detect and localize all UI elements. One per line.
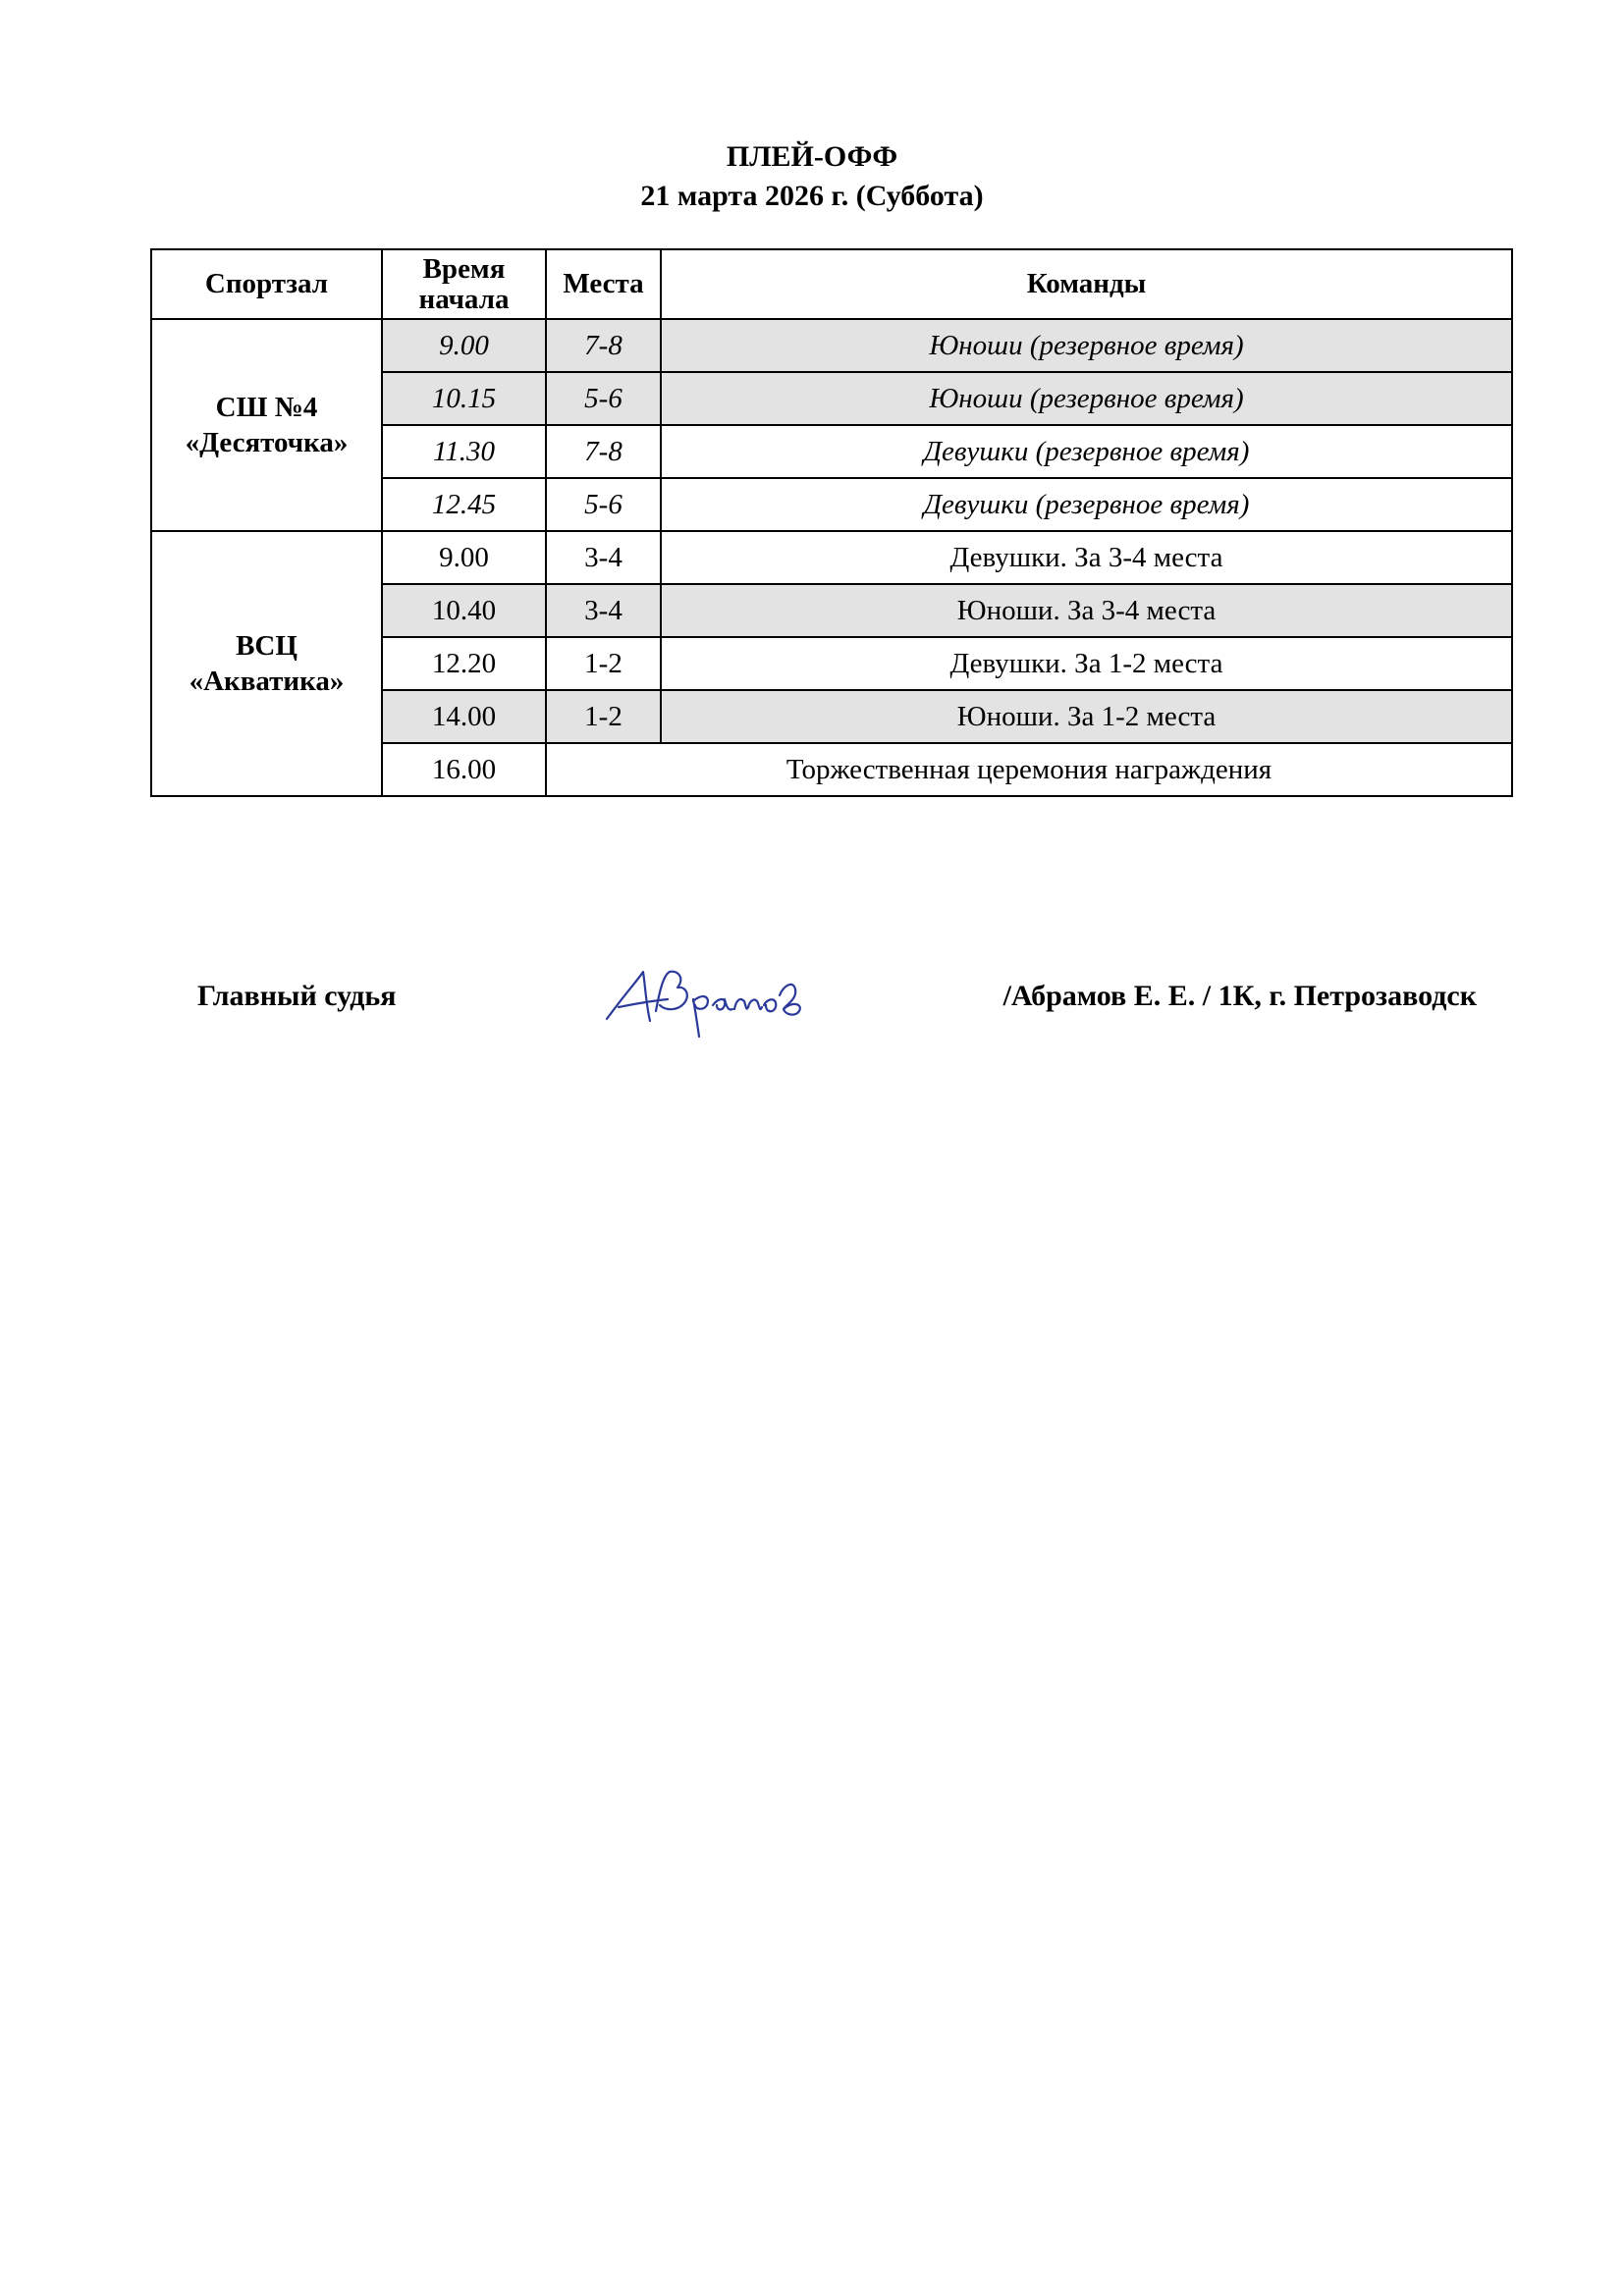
start-time-cell: 10.40: [382, 584, 546, 637]
column-header-start-time-text: Время начала: [418, 252, 510, 315]
signature-block: [0, 972, 1624, 1050]
places-cell: 3-4: [546, 584, 661, 637]
start-time-cell: 9.00: [382, 319, 546, 372]
teams-cell: Юноши. За 3-4 места: [661, 584, 1512, 637]
chief-judge-label: Главный судья: [197, 980, 397, 1012]
table-row: [151, 319, 1512, 372]
chief-judge-name: /Абрамов Е. Е. / 1К, г. Петрозаводск: [1002, 980, 1477, 1012]
start-time-cell: 12.45: [382, 478, 546, 531]
venue-name: СШ №4: [215, 392, 318, 423]
start-time-cell: 12.20: [382, 637, 546, 690]
table-header-row: [151, 249, 1512, 319]
teams-cell: Девушки. За 1-2 места: [661, 637, 1512, 690]
teams-cell: Юноши (резервное время): [661, 319, 1512, 372]
venue-name: ВСЦ: [236, 630, 298, 662]
places-cell: 1-2: [546, 690, 661, 743]
places-cell: 3-4: [546, 531, 661, 584]
schedule-table: [150, 248, 1513, 797]
teams-cell: Девушки. За 3-4 места: [661, 531, 1512, 584]
teams-cell: Юноши. За 1-2 места: [661, 690, 1512, 743]
document-date: 21 марта 2026 г. (Суббота): [640, 180, 984, 212]
handwritten-signature: [599, 950, 825, 1048]
places-cell: 7-8: [546, 425, 661, 478]
start-time-cell: 14.00: [382, 690, 546, 743]
column-header-places: Места: [546, 249, 661, 319]
venue-cell: [151, 531, 382, 796]
start-time-cell: 10.15: [382, 372, 546, 425]
column-header-venue: Спортзал: [151, 249, 382, 319]
places-cell: 7-8: [546, 319, 661, 372]
venue-subname: «Акватика»: [189, 666, 345, 697]
column-header-start-time: [382, 249, 546, 319]
document-header: [0, 137, 1624, 216]
document-title: ПЛЕЙ-ОФФ: [726, 140, 898, 173]
start-time-cell: 11.30: [382, 425, 546, 478]
start-time-cell: 9.00: [382, 531, 546, 584]
ceremony-cell: Торжественная церемония награждения: [546, 743, 1512, 796]
venue-cell: [151, 319, 382, 531]
teams-cell: Девушки (резервное время): [661, 425, 1512, 478]
teams-cell: Девушки (резервное время): [661, 478, 1512, 531]
table-row: [151, 531, 1512, 584]
start-time-cell: 16.00: [382, 743, 546, 796]
teams-cell: Юноши (резервное время): [661, 372, 1512, 425]
places-cell: 1-2: [546, 637, 661, 690]
venue-subname: «Десяточка»: [185, 427, 349, 458]
places-cell: 5-6: [546, 372, 661, 425]
places-cell: 5-6: [546, 478, 661, 531]
column-header-teams: Команды: [661, 249, 1512, 319]
